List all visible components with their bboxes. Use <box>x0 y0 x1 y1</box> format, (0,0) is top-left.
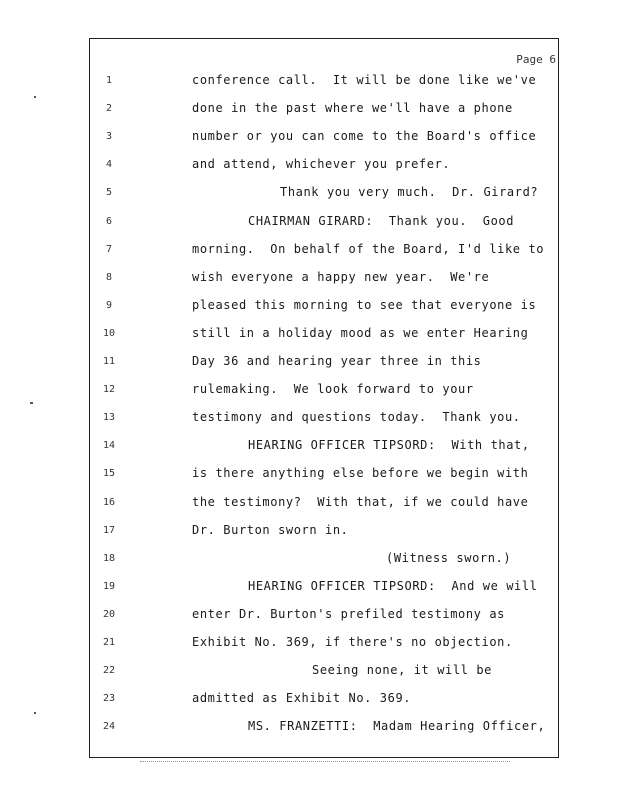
scan-mark <box>30 402 33 404</box>
transcript-line <box>0 101 618 128</box>
line-text: (Witness sworn.) <box>386 550 512 565</box>
line-text: rulemaking. We look forward to your <box>192 382 474 397</box>
line-text: Day 36 and hearing year three in this <box>192 354 482 368</box>
transcript-line <box>0 691 618 718</box>
transcript-line <box>0 382 618 409</box>
line-number: 12 <box>102 384 116 396</box>
line-text: MS. FRANZETTI: Madam Hearing Officer, <box>248 719 546 734</box>
line-text: Thank you very much. Dr. Girard? <box>280 185 539 200</box>
scan-mark <box>34 712 36 714</box>
line-number: 5 <box>105 187 113 199</box>
line-number: 7 <box>105 243 113 255</box>
transcript-line <box>0 523 618 550</box>
transcript-line <box>0 354 618 381</box>
transcript-line <box>0 438 618 465</box>
line-number: 6 <box>105 215 113 227</box>
line-number: 13 <box>102 412 116 424</box>
transcript-line <box>0 410 618 437</box>
transcript-line <box>0 466 618 493</box>
line-text: Exhibit No. 369, if there's no objection. <box>192 635 513 649</box>
transcript-line <box>0 214 618 241</box>
line-text: wish everyone a happy new year. We're <box>192 269 490 284</box>
line-text: morning. On behalf of the Board, I'd like to <box>192 241 545 256</box>
transcript-line <box>0 129 618 156</box>
scan-noise-line <box>140 761 510 764</box>
transcript-line <box>0 719 618 746</box>
line-number: 11 <box>102 356 116 367</box>
line-text: enter Dr. Burton's prefiled testimony as <box>192 606 505 621</box>
line-text: conference call. It will be done like we've <box>192 73 537 87</box>
line-number: 2 <box>105 103 113 115</box>
transcript-line <box>0 185 618 212</box>
transcript-line <box>0 326 618 353</box>
line-number: 3 <box>105 131 113 143</box>
line-text: Dr. Burton sworn in. <box>192 522 349 537</box>
line-text: number or you can come to the Board's office <box>192 129 537 144</box>
transcript-line <box>0 242 618 269</box>
line-number: 20 <box>102 608 116 620</box>
line-text: done in the past where we'll have a phone <box>192 101 513 116</box>
transcript-line <box>0 663 618 690</box>
line-text: pleased this morning to see that everyone is <box>192 297 537 312</box>
line-text: CHAIRMAN GIRARD: Thank you. Good <box>248 213 515 228</box>
line-number: 18 <box>102 552 116 564</box>
line-number: 14 <box>102 440 116 452</box>
line-number: 17 <box>102 524 116 536</box>
transcript-line <box>0 607 618 634</box>
line-number: 1 <box>105 75 113 86</box>
line-number: 4 <box>105 159 113 171</box>
line-text: HEARING OFFICER TIPSORD: And we will <box>248 578 538 593</box>
line-text: still in a holiday mood as we enter Hearing <box>192 325 529 340</box>
page-number: Page 6 <box>516 53 556 66</box>
line-number: 10 <box>102 327 116 339</box>
transcript-line <box>0 73 618 100</box>
line-text: the testimony? With that, if we could have <box>192 494 529 509</box>
transcript-line <box>0 495 618 522</box>
line-text: and attend, whichever you prefer. <box>192 157 451 172</box>
transcript-line <box>0 270 618 297</box>
line-number: 9 <box>105 299 113 311</box>
line-text: testimony and questions today. Thank you. <box>192 410 521 425</box>
transcript-line <box>0 298 618 325</box>
line-text: Seeing none, it will be <box>312 663 492 678</box>
transcript-line <box>0 579 618 606</box>
line-number: 23 <box>102 693 116 705</box>
line-number: 8 <box>105 271 113 283</box>
line-number: 19 <box>102 580 116 592</box>
line-number: 22 <box>102 665 116 677</box>
line-text: HEARING OFFICER TIPSORD: With that, <box>248 438 530 453</box>
scan-mark <box>34 96 36 98</box>
line-number: 15 <box>102 468 116 480</box>
line-number: 16 <box>102 496 116 508</box>
line-number: 24 <box>102 721 116 733</box>
transcript-line <box>0 157 618 184</box>
line-number: 21 <box>102 637 116 648</box>
transcript-line <box>0 635 618 662</box>
line-text: is there anything else before we begin with <box>192 466 529 481</box>
transcript-line <box>0 551 618 578</box>
line-text: admitted as Exhibit No. 369. <box>192 691 412 706</box>
